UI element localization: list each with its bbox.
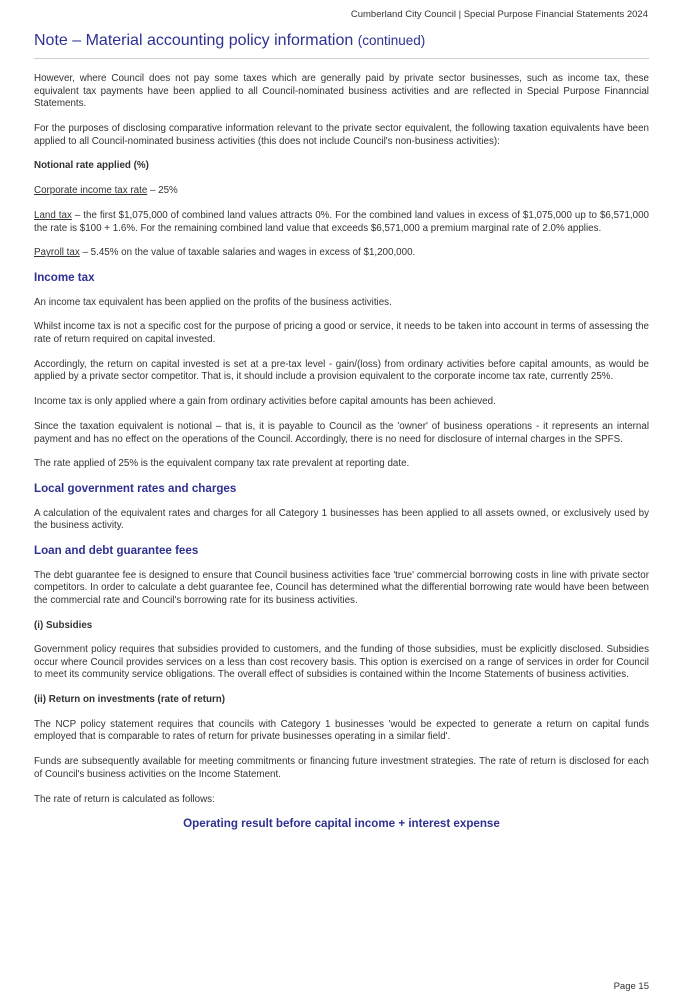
- corporate-tax-value: – 25%: [147, 185, 178, 197]
- local-gov-heading: Local government rates and charges: [34, 482, 237, 496]
- income-tax-paragraph-1: An income tax equivalent has been applied on the profits of the business activities.: [34, 296, 392, 308]
- income-tax-paragraph-4: Income tax is only applied where a gain from ordinary activities before capital amounts has been achieved.: [34, 396, 496, 408]
- roi-paragraph-2: Funds are subsequently available for meeting commitments or financing future investment strategies. The rate of return is disclosed for each of Council's business activities on the Income Statement.: [34, 756, 649, 780]
- corporate-tax-label: Corporate income tax rate: [34, 185, 148, 197]
- paragraph-payroll-tax: [34, 247, 649, 260]
- roi-paragraph-1: The NCP policy statement requires that councils with Category 1 businesses 'would be expected to generate a return on capital funds employed that is comparable to rates of return for private businesses operating in a similar field'.: [34, 718, 649, 743]
- rate-of-return-formula: Operating result before capital income + interest expense: [183, 817, 500, 831]
- payroll-tax-label: Payroll tax: [34, 247, 80, 259]
- paragraph-taxes-intro: However, where Council does not pay some taxes which are generally paid by private sector businesses, such as income tax, these equivalent tax payments have been applied to all Council-nominated business activities and are reflected in Special Purpose Finanncial Statements.: [34, 73, 649, 110]
- paragraph-comparative-info: For the purposes of disclosing comparative information relevant to the private sector equivalent, the following taxation equivalents have been applied to all Council-nominated business activities (this does not include Council's non-business activities):: [34, 122, 649, 147]
- title-continued: (continued): [357, 33, 426, 48]
- document-body: [34, 73, 649, 831]
- land-tax-text: – the first $1,075,000 of combined land values attracts 0%. For the combined land values in excess of $1,075,000 up to $6,571,000 the rate is $100 + 1.6%. For the remaining combined land value that exceeds $6,571,000 a premium marginal rate of 2.0% applies.: [34, 209, 649, 234]
- page-title: [34, 32, 425, 50]
- subsidies-paragraph: Government policy requires that subsidies provided to customers, and the funding of those subsidies, must be explicitly disclosed. Subsidies occur where Council provides services on a less than cost recovery basis. This option is exercised on a range of services in order for Council to meet its community service obligations. The overall effect of subsidies is contained within the Income Statements of business activities.: [34, 644, 649, 681]
- loan-fees-heading: Loan and debt guarantee fees: [34, 544, 199, 558]
- income-tax-heading: Income tax: [34, 271, 95, 285]
- page-number: Page 15: [613, 981, 649, 992]
- roi-paragraph-3: The rate of return is calculated as follows:: [34, 793, 215, 805]
- income-tax-paragraph-6: The rate applied of 25% is the equivalent company tax rate prevalent at reporting date.: [34, 458, 410, 470]
- income-tax-paragraph-5: Since the taxation equivalent is notional – that is, it is payable to Council as the 'owner' of business operations - it represents an internal payment and has no effect on the operations of the Council. Accordingly, there is no need for disclosure of internal charges in the SPFS.: [34, 420, 649, 445]
- subsidies-heading: (i) Subsidies: [34, 619, 93, 631]
- title-main: Note – Material accounting policy information: [34, 32, 354, 49]
- title-divider: [34, 58, 649, 59]
- income-tax-paragraph-3: Accordingly, the return on capital invested is set at a pre-tax level - gain/(loss) from ordinary activities before capital amounts, as would be applied by a private sector competitor. That is, it should include a provision equivalent to the corporate income tax rate, currently 25%.: [34, 358, 649, 383]
- roi-heading: (ii) Return on investments (rate of return): [34, 694, 226, 706]
- loan-fees-paragraph: The debt guarantee fee is designed to ensure that Council business activities face 'true' commercial borrowing costs in line with private sector competitors. In order to calculate a debt guarantee fee, Council has determined what the differential borrowing rate would have been between the commercial rate and Council's borrowing rate for its business activities.: [34, 569, 649, 606]
- notional-rate-heading: Notional rate applied (%): [34, 160, 149, 172]
- paragraph-corporate-tax: [34, 185, 649, 198]
- payroll-tax-text: – 5.45% on the value of taxable salaries and wages in excess of $1,200,000.: [79, 247, 416, 259]
- land-tax-label: Land tax: [34, 209, 72, 221]
- header-organization: Cumberland City Council | Special Purpose Financial Statements 2024: [350, 9, 648, 20]
- local-gov-paragraph: A calculation of the equivalent rates and charges for all Category 1 businesses has been applied to all assets owned, or exclusively used by the business activity.: [34, 507, 649, 532]
- paragraph-land-tax: [34, 210, 649, 235]
- income-tax-paragraph-2: Whilst income tax is not a specific cost for the purpose of pricing a good or service, it needs to be taken into account in terms of assessing the rate of return required on capital invested.: [34, 321, 649, 346]
